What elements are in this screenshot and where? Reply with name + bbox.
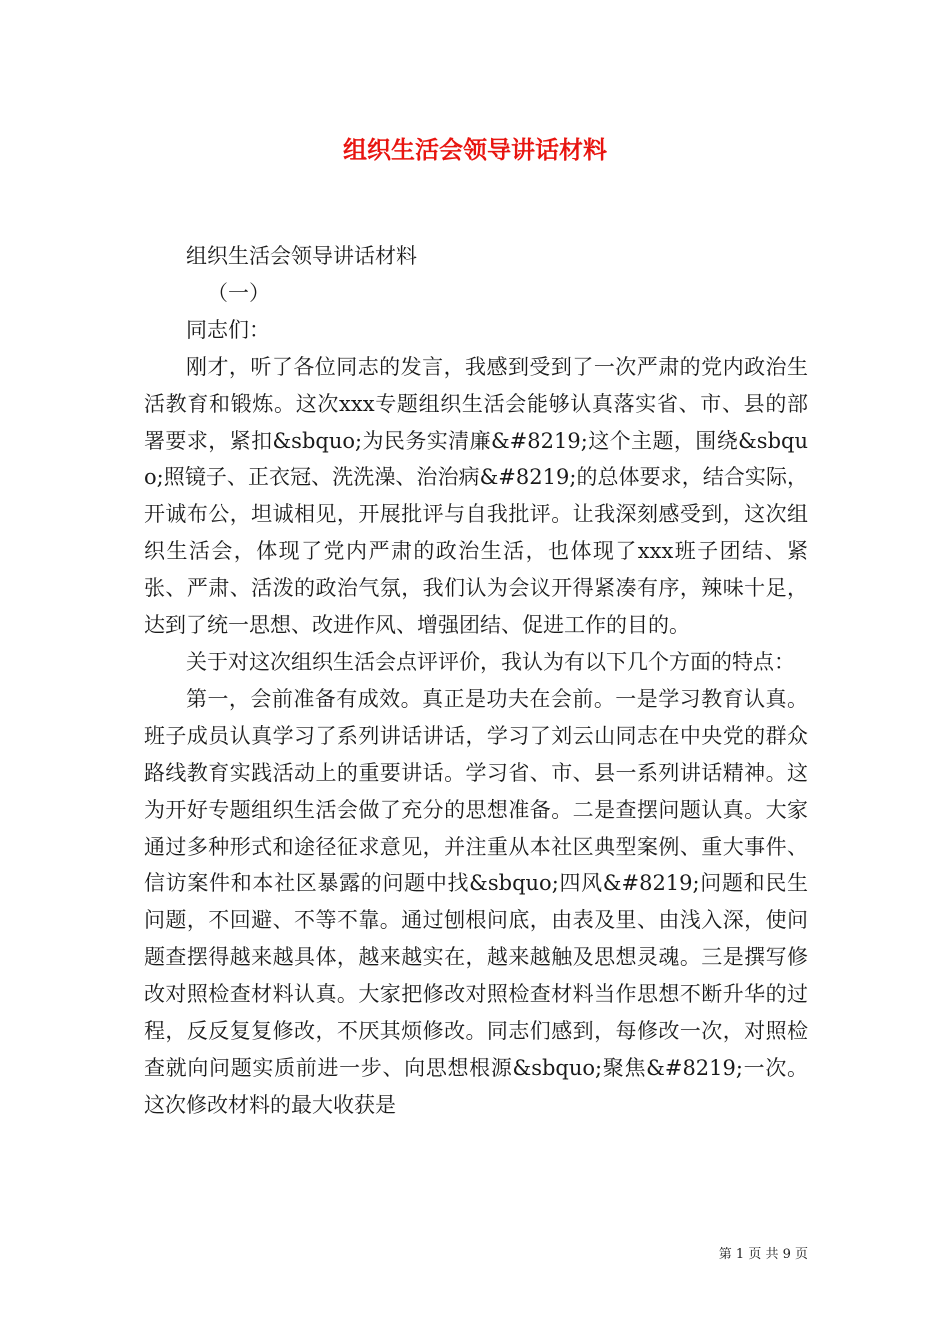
paragraph-intro: 刚才，听了各位同志的发言，我感到受到了一次严肃的党内政治生活教育和锻炼。这次xxx专题组织生活会能够认真落实省、市、县的部署要求，紧扣&sbquo;为民务实清廉&#8219;这个主题，围绕&sbquo;照镜子、正衣冠、洗洗澡、治治病&#8219;的总体要求，结合实际，开诚布公，坦诚相见，开展批评与自我批评。让我深刻感受到，这次组织生活会，体现了党内严肃的政治生活，也体现了xxx班子团结、紧张、严肃、活泼的政治气氛，我们认为会议开得紧凑有序，辣味十足，达到了统一思想、改进作风、增强团结、促进工作的目的。 xyxy=(144,354,808,638)
paragraph-evaluation: 关于对这次组织生活会点评评价，我认为有以下几个方面的特点： xyxy=(186,649,795,674)
page-number-footer: 第 1 页 共 9 页 xyxy=(718,1247,808,1262)
paragraph-first-point: 第一，会前准备有成效。真正是功夫在会前。一是学习教育认真。班子成员认真学习了系列讲话讲话，学习了刘云山同志在中央党的群众路线教育实践活动上的重要讲话。学习省、市、县一系列讲话精神。这为开好专题组织生活会做了充分的思想准备。二是查摆问题认真。大家通过多种形式和途径征求意见，并注重从本社区典型案例、重大事件、信访案件和本社区暴露的问题中找&sbquo;四风&#8219;问题和民生问题，不回避、不等不靠。通过刨根问底，由表及里、由浅入深，使问题查摆得越来越具体，越来越实在，越来越触及思想灵魂。三是撰写修改对照检查材料认真。大家把修改对照检查材料当作思想不断升华的过程，反反复复修改，不厌其烦修改。同志们感到，每修改一次，对照检查就向问题实质前进一步、向思想根源&sbquo;聚焦&#8219;一次。这次修改材料的最大收获是 xyxy=(144,686,808,1117)
document-body xyxy=(144,238,808,1124)
section-number: （一） xyxy=(207,280,270,305)
document-title: 组织生活会领导讲话材料 xyxy=(343,135,607,164)
body-heading: 组织生活会领导讲话材料 xyxy=(186,244,417,268)
salutation: 同志们： xyxy=(186,317,270,342)
